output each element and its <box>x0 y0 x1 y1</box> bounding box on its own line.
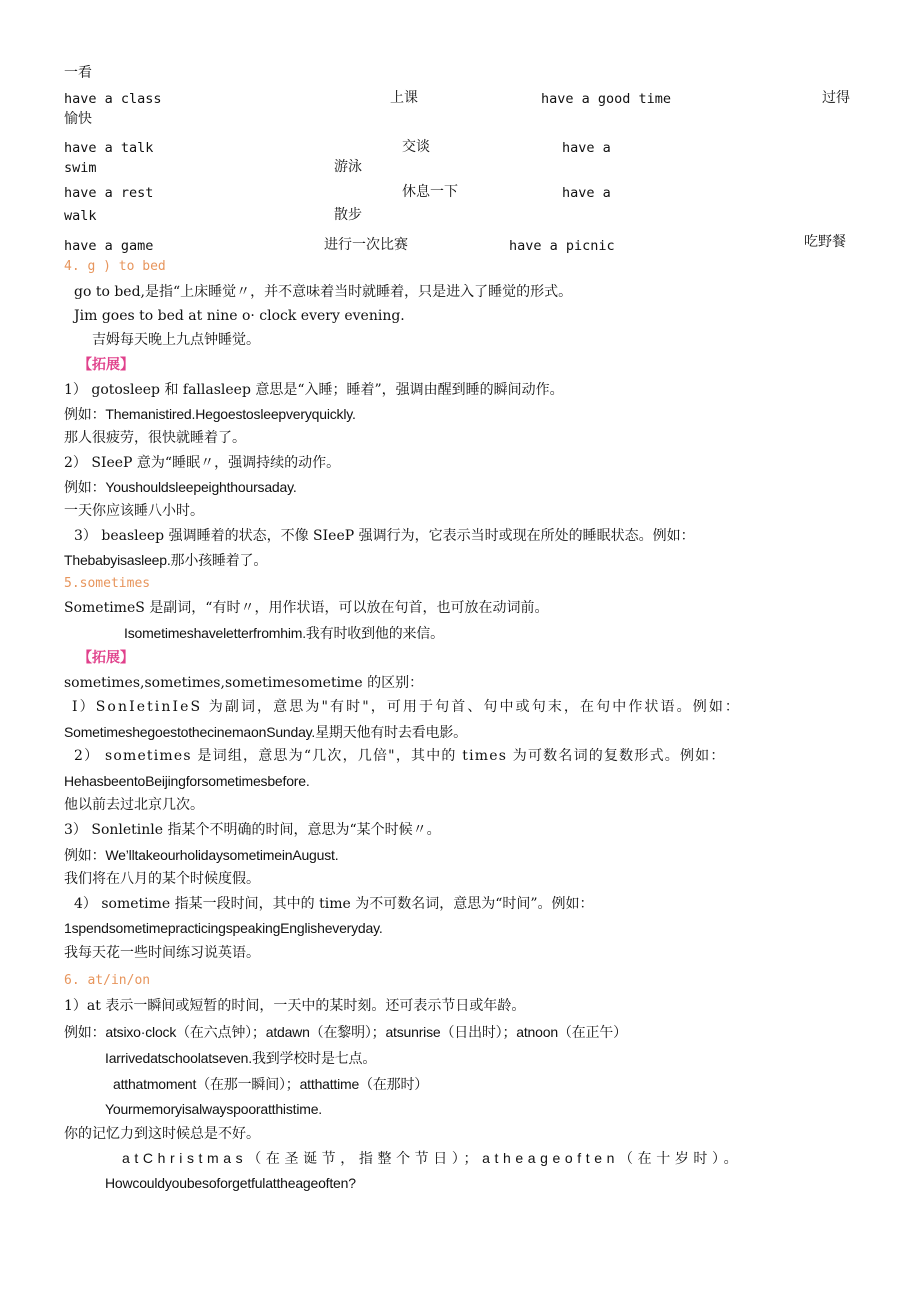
phrase-have-a-game: have a game <box>64 238 154 254</box>
example-sentence: 例如：Youshouldsleepeighthoursaday. <box>64 479 297 495</box>
extension-label: 【拓展】 <box>78 357 134 373</box>
phrase-have-a-rest: have a rest <box>64 185 154 201</box>
phrase-meaning: 上课 <box>390 90 418 106</box>
phrase-meaning: 游泳 <box>334 159 362 175</box>
phrase-have-a-picnic: have a picnic <box>509 238 615 254</box>
translation: 那人很疲劳，很快就睡着了。 <box>64 430 246 446</box>
translation: 我每天花一些时间练习说英语。 <box>64 945 260 961</box>
phrase-have-a: have a <box>562 140 611 156</box>
phrase-word: walk <box>64 208 97 224</box>
phrase-word: swim <box>64 160 97 176</box>
example-sentence: atChristmas（在圣诞节，指整个节日）；atheageoften（在十岁时）。 <box>122 1150 743 1166</box>
paragraph: SometimeS 是副词，“有时〃，用作状语，可以放在句首，也可放在动词前。 <box>64 600 549 616</box>
paragraph: 1）at 表示一瞬间或短暂的时间，一天中的某时刻。还可表示节日或年龄。 <box>64 998 526 1014</box>
paragraph: Ⅰ）SonIetinIeS 为副词，意思为"有时"，可用于句首、句中或句末，在句中作状语。例如： <box>72 699 742 715</box>
paragraph: sometimes,sometimes,sometimesometime 的区别： <box>64 675 424 691</box>
example-sentence: 1spendsometimepracticingspeakingEnglisheveryday. <box>64 920 383 936</box>
example-sentence: Jim goes to bed at nine o· clock every evening. <box>74 308 405 324</box>
phrase-have-a-good-time: have a good time <box>541 91 672 107</box>
translation: 一天你应该睡八小时。 <box>64 503 204 519</box>
phrase-have-a: have a <box>562 185 611 201</box>
example-sentence: SometimeshegoestothecinemaonSunday.星期天他有时去看电影。 <box>64 724 467 740</box>
example-sentence: 例如：atsixo·clock（在六点钟）；atdawn（在黎明）；atsunrise（日出时）；atnoon（在正午） <box>64 1024 627 1040</box>
phrase-have-a-talk: have a talk <box>64 140 154 156</box>
paragraph: 1） gotosleep 和 fallasleep 意思是“入睡；睡着”，强调由醒到睡的瞬间动作。 <box>64 382 564 398</box>
phrase-meaning: 过得 <box>822 90 850 106</box>
section-heading: 6. at/in/on <box>64 973 151 988</box>
paragraph: go to bed,是指“上床睡觉〃，并不意味着当时就睡着，只是进入了睡觉的形式。 <box>74 284 573 300</box>
translation: 你的记忆力到这时候总是不好。 <box>64 1126 260 1142</box>
phrase-meaning: 交谈 <box>402 139 430 155</box>
phrase-have-a-class: have a class <box>64 91 162 107</box>
example-sentence: 例如：We’lltakeourholidaysometimeinAugust. <box>64 847 339 863</box>
example-sentence: Iarrivedatschoolatseven.我到学校时是七点。 <box>105 1050 377 1066</box>
translation: 我们将在八月的某个时候度假。 <box>64 871 260 887</box>
paragraph: 3） Sonletinle 指某个不明确的时间，意思为“某个时候〃。 <box>64 822 441 838</box>
phrase-meaning: 吃野餐 <box>804 234 846 250</box>
paragraph: 2） sometimes 是词组，意思为“几次，几倍"，其中的 times 为可数名词的复数形式。例如： <box>74 748 726 764</box>
translation: 他以前去过北京几次。 <box>64 797 204 813</box>
paragraph: 2） SIeeP 意为“睡眠〃，强调持续的动作。 <box>64 455 341 471</box>
extension-label: 【拓展】 <box>78 650 134 666</box>
section-heading: 4. g ) to bed <box>64 259 166 274</box>
section-heading: 5.sometimes <box>64 576 151 591</box>
phrase-meaning: 散步 <box>334 207 362 223</box>
example-sentence: Howcouldyoubesoforgetfulattheageoften? <box>105 1175 356 1191</box>
example-sentence: 例如：Themanistired.Hegoestosleepveryquickly. <box>64 406 356 422</box>
example-sentence: HehasbeentoBeijingforsometimesbefore. <box>64 773 310 789</box>
phrase-meaning: 进行一次比赛 <box>324 237 408 253</box>
phrase-meaning: 休息一下 <box>402 184 458 200</box>
example-sentence: Yourmemoryisalwayspooratthistime. <box>105 1101 322 1117</box>
example-sentence: Isometimeshaveletterfromhim.我有时收到他的来信。 <box>124 625 444 641</box>
intro-text: 一看 <box>64 65 92 81</box>
paragraph: 4） sometime 指某一段时间，其中的 time 为不可数名词，意思为“时间”。例如： <box>74 896 594 912</box>
translation: 吉姆每天晚上九点钟睡觉。 <box>92 332 260 348</box>
example-sentence: Thebabyisasleep.那小孩睡着了。 <box>64 552 268 568</box>
phrase-meaning: 愉快 <box>64 111 92 127</box>
paragraph: 3） beasleep 强调睡着的状态，不像 SIeeP 强调行为，它表示当时或现在所处的睡眠状态。例如： <box>74 528 695 544</box>
example-sentence: atthatmoment（在那一瞬间）；atthattime（在那时） <box>113 1076 429 1092</box>
